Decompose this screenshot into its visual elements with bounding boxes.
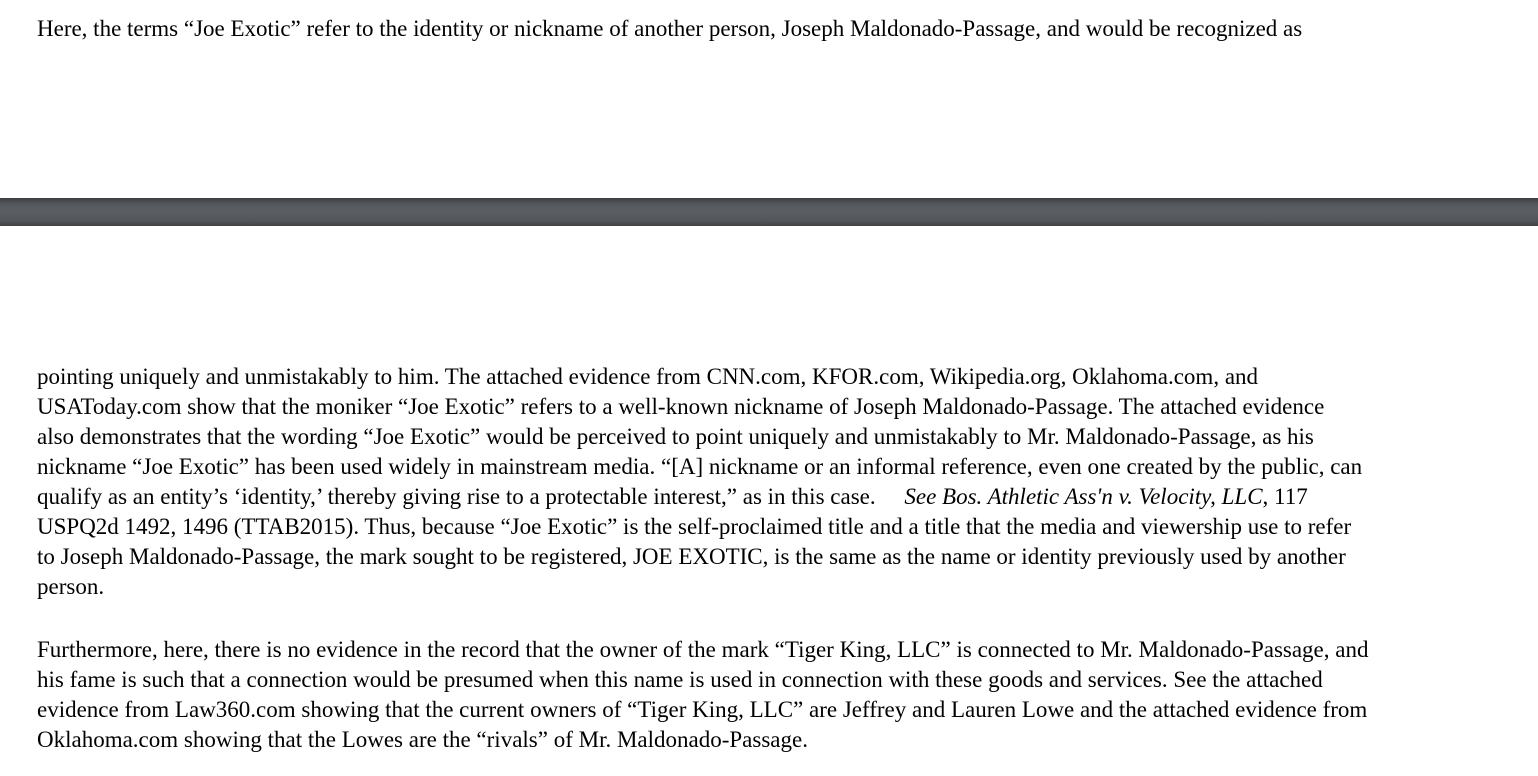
page-break-separator <box>0 198 1538 226</box>
text-segment: , 117 <box>1262 484 1308 509</box>
text-line: Here, the terms “Joe Exotic” refer to the identity or nickname of another person, Joseph Maldonado-Passage, and would be recognized as <box>37 16 1303 41</box>
case-citation: See Bos. Athletic Ass'n v. Velocity, LLC <box>904 484 1263 509</box>
text-line: to Joseph Maldonado-Passage, the mark sought to be registered, JOE EXOTIC, is the same as the name or identity previously used by another <box>37 544 1346 569</box>
text-line: person. <box>37 574 105 599</box>
text-line: his fame is such that a connection would be presumed when this name is used in connection with these goods and services. See the attached <box>37 667 1323 692</box>
text-line: evidence from Law360.com showing that the current owners of “Tiger King, LLC” are Jeffrey and Lauren Lowe and the attached evidence from <box>37 697 1368 722</box>
text-line: also demonstrates that the wording “Joe Exotic” would be perceived to point uniquely and unmistakably to Mr. Maldonado-Passage, as his <box>37 424 1314 449</box>
text-line: pointing uniquely and unmistakably to him. The attached evidence from CNN.com, KFOR.com, Wikipedia.org, Oklahoma.com, and <box>37 364 1259 389</box>
paragraph-continuation-line <box>37 14 1507 44</box>
text-line <box>37 482 1507 512</box>
text-segment: qualify as an entity’s ‘identity,’ thereby giving rise to a protectable interest,” as in this case. <box>37 484 905 509</box>
text-line: USPQ2d 1492, 1496 (TTAB2015). Thus, because “Joe Exotic” is the self-proclaimed title and a title that the media and viewership use to refer <box>37 514 1352 539</box>
text-line: nickname “Joe Exotic” has been used widely in mainstream media. “[A] nickname or an informal reference, even one created by the public, can <box>37 454 1363 479</box>
text-line: USAToday.com show that the moniker “Joe Exotic” refers to a well-known nickname of Joseph Maldonado-Passage. The attached evidence <box>37 394 1325 419</box>
paragraph-no-connection <box>37 635 1507 755</box>
paragraph-identity-evidence <box>37 362 1507 602</box>
text-line: Furthermore, here, there is no evidence in the record that the owner of the mark “Tiger King, LLC” is connected to Mr. Maldonado-Passage, and <box>37 637 1369 662</box>
text-line: Oklahoma.com showing that the Lowes are the “rivals” of Mr. Maldonado-Passage. <box>37 727 808 752</box>
